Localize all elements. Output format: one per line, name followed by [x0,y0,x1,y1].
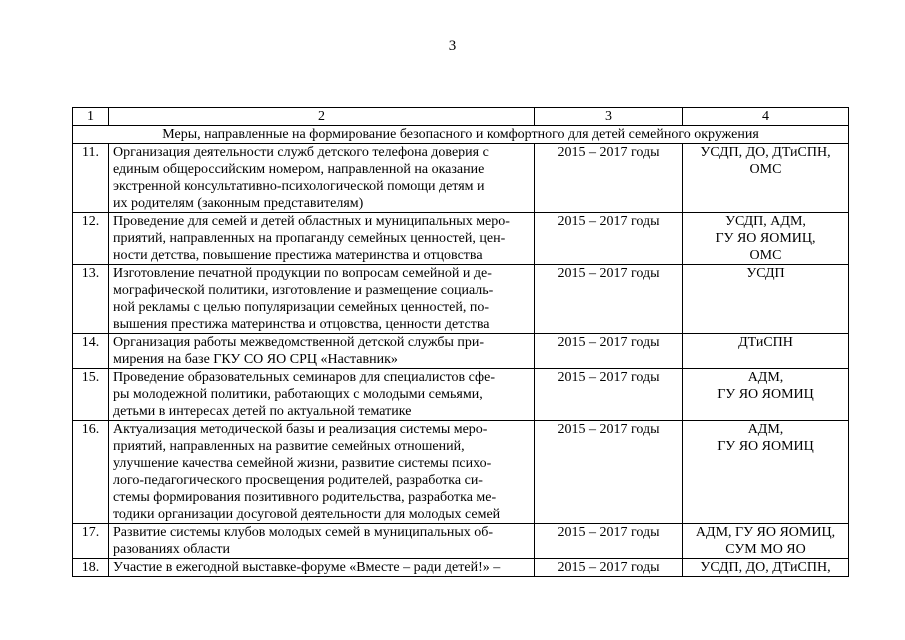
page-number: 3 [448,38,457,54]
row-number: 15. [73,369,109,421]
row-number: 18. [73,559,109,577]
responsible-line: УСДП, ДО, ДТиСПН, [700,560,831,575]
table-body [73,108,849,577]
responsible-line: АДМ, ГУ ЯО ЯОМИЦ, [695,525,836,540]
responsible-executors [683,144,849,213]
row-number: 12. [73,213,109,265]
responsible-line: АДМ, [747,422,784,437]
row-number: 13. [73,265,109,334]
responsible-executors [683,369,849,421]
description-line: ной рекламы с целью популяризации семейных ценностей, по- [113,300,490,315]
header-cell-1: 1 [73,108,109,126]
responsible-line: УСДП, АДМ, [725,214,806,229]
responsible-executors [683,559,849,577]
header-cell-3: 3 [535,108,683,126]
description-line: вышения престижа материнства и отцовства, ценности детства [113,317,490,332]
responsible-executors [683,213,849,265]
description-line: лого-педагогического просвещения родителей, разработка си- [113,473,483,488]
period: 2015 – 2017 годы [535,144,683,213]
responsible-line: ОМС [749,248,782,263]
header-cell-2: 2 [109,108,535,126]
responsible-executors [683,421,849,524]
description-line: ности детства, повышение престижа материнства и отцовства [113,248,483,263]
row-number: 16. [73,421,109,524]
description-line: единым общероссийским номером, направленной на оказание [113,162,485,177]
responsible-line: ГУ ЯО ЯОМИЦ [717,387,814,402]
measure-description [109,369,535,421]
description-line: разованиях области [113,542,231,557]
period: 2015 – 2017 годы [535,334,683,369]
description-line: экстренной консультативно-психологической помощи детям и [113,179,485,194]
responsible-line: АДМ, [747,370,784,385]
period: 2015 – 2017 годы [535,559,683,577]
period: 2015 – 2017 годы [535,421,683,524]
measure-description [109,265,535,334]
description-line: приятий, направленных на развитие семейных отношений, [113,439,465,454]
measure-description [109,334,535,369]
measure-description [109,144,535,213]
responsible-executors [683,524,849,559]
description-line: Изготовление печатной продукции по вопросам семейной и де- [113,266,492,281]
measure-description [109,559,535,577]
measure-description [109,213,535,265]
period: 2015 – 2017 годы [535,369,683,421]
row-number: 17. [73,524,109,559]
description-line: Организация работы межведомственной детской службы при- [113,335,485,350]
section-title-row [73,126,849,144]
table-header-row [73,108,849,126]
responsible-line: ОМС [749,162,782,177]
description-line: детьми в интересах детей по актуальной тематике [113,404,412,419]
header-cell-4: 4 [683,108,849,126]
responsible-line: ДТиСПН [738,335,793,350]
description-line: улучшение качества семейной жизни, развитие системы психо- [113,456,492,471]
responsible-executors [683,265,849,334]
table-row [73,144,849,213]
description-line: мирения на базе ГКУ СО ЯО СРЦ «Наставник» [113,352,398,367]
description-line: Развитие системы клубов молодых семей в муниципальных об- [113,525,494,540]
description-line: тодики организации досуговой деятельности для молодых семей [113,507,501,522]
table-row [73,421,849,524]
measure-description [109,524,535,559]
description-line: ры молодежной политики, работающих с молодыми семьями, [113,387,483,402]
description-line: Участие в ежегодной выставке-форуме «Вместе – ради детей!» – [113,560,501,575]
description-line: Организация деятельности служб детского телефона доверия с [113,145,489,160]
description-line: их родителям (законным представителям) [113,196,364,211]
responsible-line: УСДП, ДО, ДТиСПН, [700,145,831,160]
table-row [73,559,849,577]
responsible-executors [683,334,849,369]
responsible-line: УСДП [746,266,785,281]
responsible-line: СУМ МО ЯО [725,542,806,557]
table-row [73,369,849,421]
row-number: 14. [73,334,109,369]
description-line: мографической политики, изготовление и размещение социаль- [113,283,494,298]
table-row [73,524,849,559]
responsible-line: ГУ ЯО ЯОМИЦ, [715,231,816,246]
measures-table [72,107,849,577]
description-line: Проведение для семей и детей областных и муниципальных меро- [113,214,510,229]
measure-description [109,421,535,524]
period: 2015 – 2017 годы [535,524,683,559]
period: 2015 – 2017 годы [535,265,683,334]
period: 2015 – 2017 годы [535,213,683,265]
table-row [73,213,849,265]
description-line: Актуализация методической базы и реализация системы меро- [113,422,488,437]
section-title: Меры, направленные на формирование безопасного и комфортного для детей семейного окружения [73,126,849,144]
table-row [73,265,849,334]
table-row [73,334,849,369]
description-line: Проведение образовательных семинаров для специалистов сфе- [113,370,495,385]
description-line: стемы формирования позитивного родительства, разработка ме- [113,490,497,505]
row-number: 11. [73,144,109,213]
description-line: приятий, направленных на пропаганду семейных ценностей, цен- [113,231,506,246]
responsible-line: ГУ ЯО ЯОМИЦ [717,439,814,454]
